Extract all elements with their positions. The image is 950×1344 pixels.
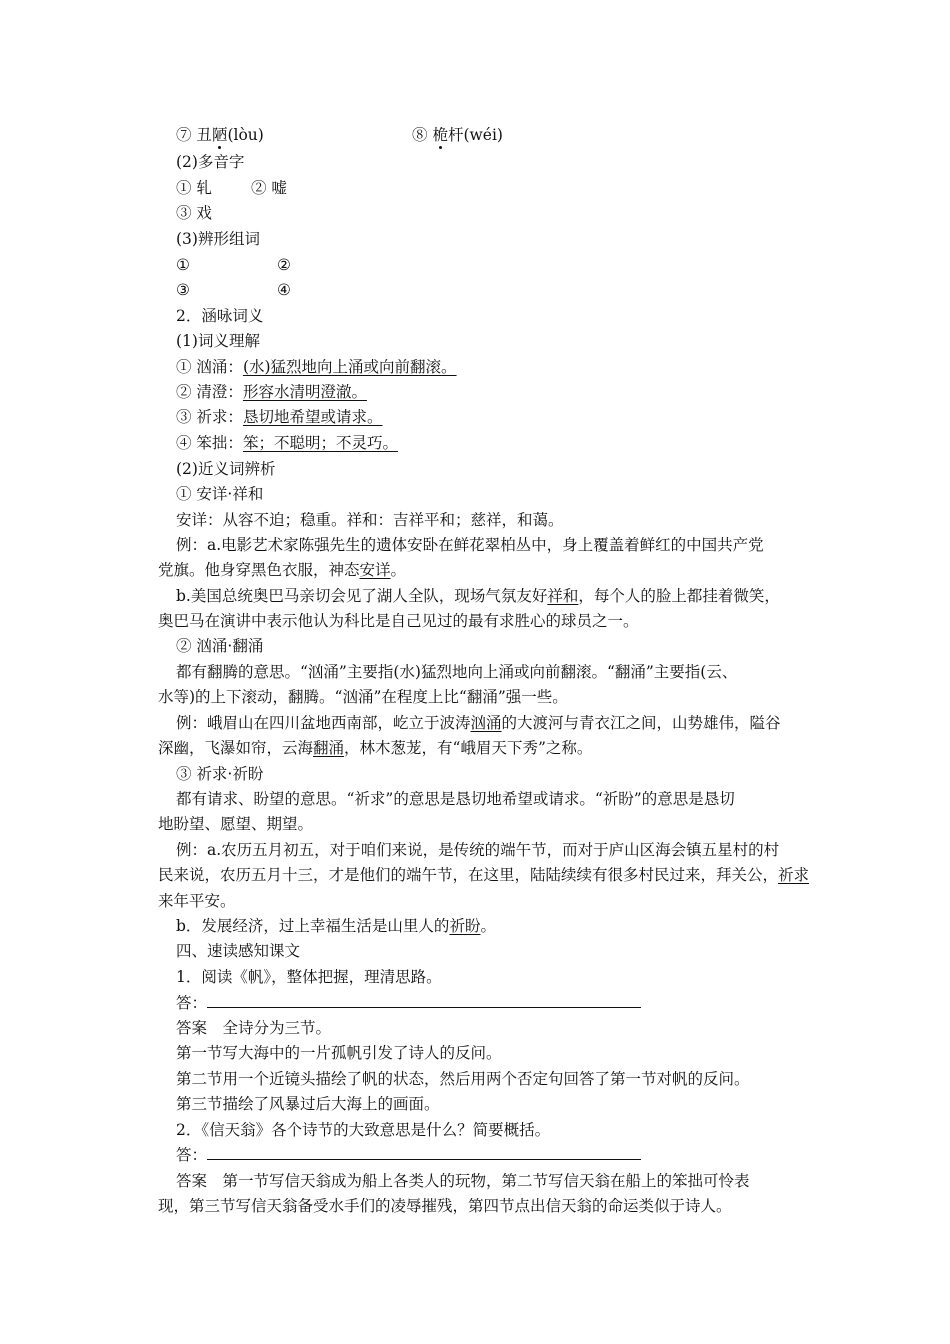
answer-line [207, 993, 641, 1008]
shape-item-2: ② [277, 256, 291, 274]
dotted-char: 桅 [432, 126, 448, 144]
section-2-title: 2．涵咏词义 [176, 307, 264, 325]
syn-1-ex-a-line1: 例：a.电影艺术家陈强先生的遗体安卧在鲜花翠柏丛中，身上覆盖着鲜红的中国共产党 [176, 536, 764, 554]
poly-item-2: ② 嘘 [251, 179, 287, 197]
syn-3-ex-a-line1: 例：a.农历五月初五，对于咱们来说，是传统的端午节，而对于庐山区海会镇五星村的村 [176, 841, 780, 859]
pron-item-7: ⑦ 丑陋(lòu) [176, 126, 264, 144]
heading-shape: (3)辨形组词 [176, 230, 260, 248]
answer-2-line2: 现，第三节写信天翁备受水手们的凌辱摧残，第四节点出信天翁的命运类似于诗人。 [158, 1197, 732, 1215]
answer-blank-1: 答： [176, 993, 641, 1013]
heading-polyphone: (2)多音字 [176, 153, 245, 171]
meaning-item-1: ① 汹涌：(水)猛烈地向上涌或向前翻滚。 [176, 358, 457, 376]
syn-1-ex-b-line1: b.美国总统奥巴马亲切会见了湖人全队，现场气氛友好祥和，每个人的脸上都挂着微笑， [176, 587, 780, 605]
syn-2-explain-line2: 水等)的上下滚动，翻腾。“汹涌”在程度上比“翻涌”强一些。 [158, 688, 568, 706]
syn-2-ex-line1: 例：峨眉山在四川盆地西南部，屹立于波涛汹涌的大渡河与青衣江之间，山势雄伟，隘谷 [176, 714, 781, 732]
pron-item-8: ⑧ 桅杆(wéi) [412, 126, 503, 144]
poly-item-3: ③ 戏 [176, 204, 212, 222]
syn-3-explain-line1: 都有请求、盼望的意思。“祈求”的意思是恳切地希望或请求。“祈盼”的意思是恳切 [176, 790, 735, 808]
shape-item-1: ① [176, 256, 190, 274]
answer-line [207, 1145, 641, 1160]
sub-heading-meaning: (1)词义理解 [176, 332, 260, 350]
answer-1-line1: 第一节写大海中的一片孤帆引发了诗人的反问。 [176, 1044, 502, 1062]
syn-3-ex-a-line3: 来年平安。 [158, 892, 236, 910]
syn-1-ex-a-line2: 党旗。他身穿黑色衣服，神态安详。 [158, 561, 407, 579]
meaning-item-3: ③ 祈求：恳切地希望或请求。 [176, 408, 383, 426]
answer-1-intro: 答案 全诗分为三节。 [176, 1019, 332, 1037]
syn-2-ex-line2: 深幽，飞瀑如帘，云海翻涌，林木葱茏，有“峨眉天下秀”之称。 [158, 739, 593, 757]
dotted-char: 陋 [211, 126, 228, 144]
question-1: 1．阅读《帆》，整体把握，理清思路。 [176, 968, 442, 986]
shape-item-4: ④ [277, 281, 291, 299]
answer-2-line1: 答案 第一节写信天翁成为船上各类人的玩物，第二节写信天翁在船上的笨拙可怜表 [176, 1172, 750, 1190]
syn-3-ex-b: b．发展经济，过上幸福生活是山里人的祈盼。 [176, 917, 496, 935]
shape-item-3: ③ [176, 281, 190, 299]
answer-blank-2: 答： [176, 1145, 641, 1165]
meaning-item-2: ② 清澄：形容水清明澄澈。 [176, 383, 367, 401]
syn-2-explain-line1: 都有翻腾的意思。“汹涌”主要指(水)猛烈地向上涌或向前翻滚。“翻涌”主要指(云、 [176, 663, 738, 681]
syn-1-title: ① 安详·祥和 [176, 485, 264, 503]
syn-3-title: ③ 祈求·祈盼 [176, 765, 264, 783]
poly-item-1: ① 轧 [176, 179, 212, 197]
answer-1-line2: 第二节用一个近镜头描绘了帆的状态，然后用两个否定句回答了第一节对帆的反问。 [176, 1070, 750, 1088]
syn-3-ex-a-line2: 民来说，农历五月十三，才是他们的端午节，在这里，陆陆续续有很多村民过来，拜关公，祈求 [158, 866, 810, 884]
syn-2-title: ② 汹涌·翻涌 [176, 637, 264, 655]
sub-heading-synonym: (2)近义词辨析 [176, 460, 276, 478]
question-2: 2．《信天翁》各个诗节的大致意思是什么？简要概括。 [176, 1121, 551, 1139]
syn-1-explain: 安详：从容不迫；稳重。祥和：吉祥平和；慈祥，和蔼。 [176, 511, 564, 529]
answer-1-line3: 第三节描绘了风暴过后大海上的画面。 [176, 1095, 440, 1113]
syn-1-ex-b-line2: 奥巴马在演讲中表示他认为科比是自己见过的最有求胜心的球员之一。 [158, 612, 639, 630]
meaning-item-4: ④ 笨拙：笨；不聪明；不灵巧。 [176, 434, 398, 452]
section-4-title: 四、速读感知课文 [176, 942, 301, 960]
syn-3-explain-line2: 地盼望、愿望、期望。 [158, 815, 314, 833]
